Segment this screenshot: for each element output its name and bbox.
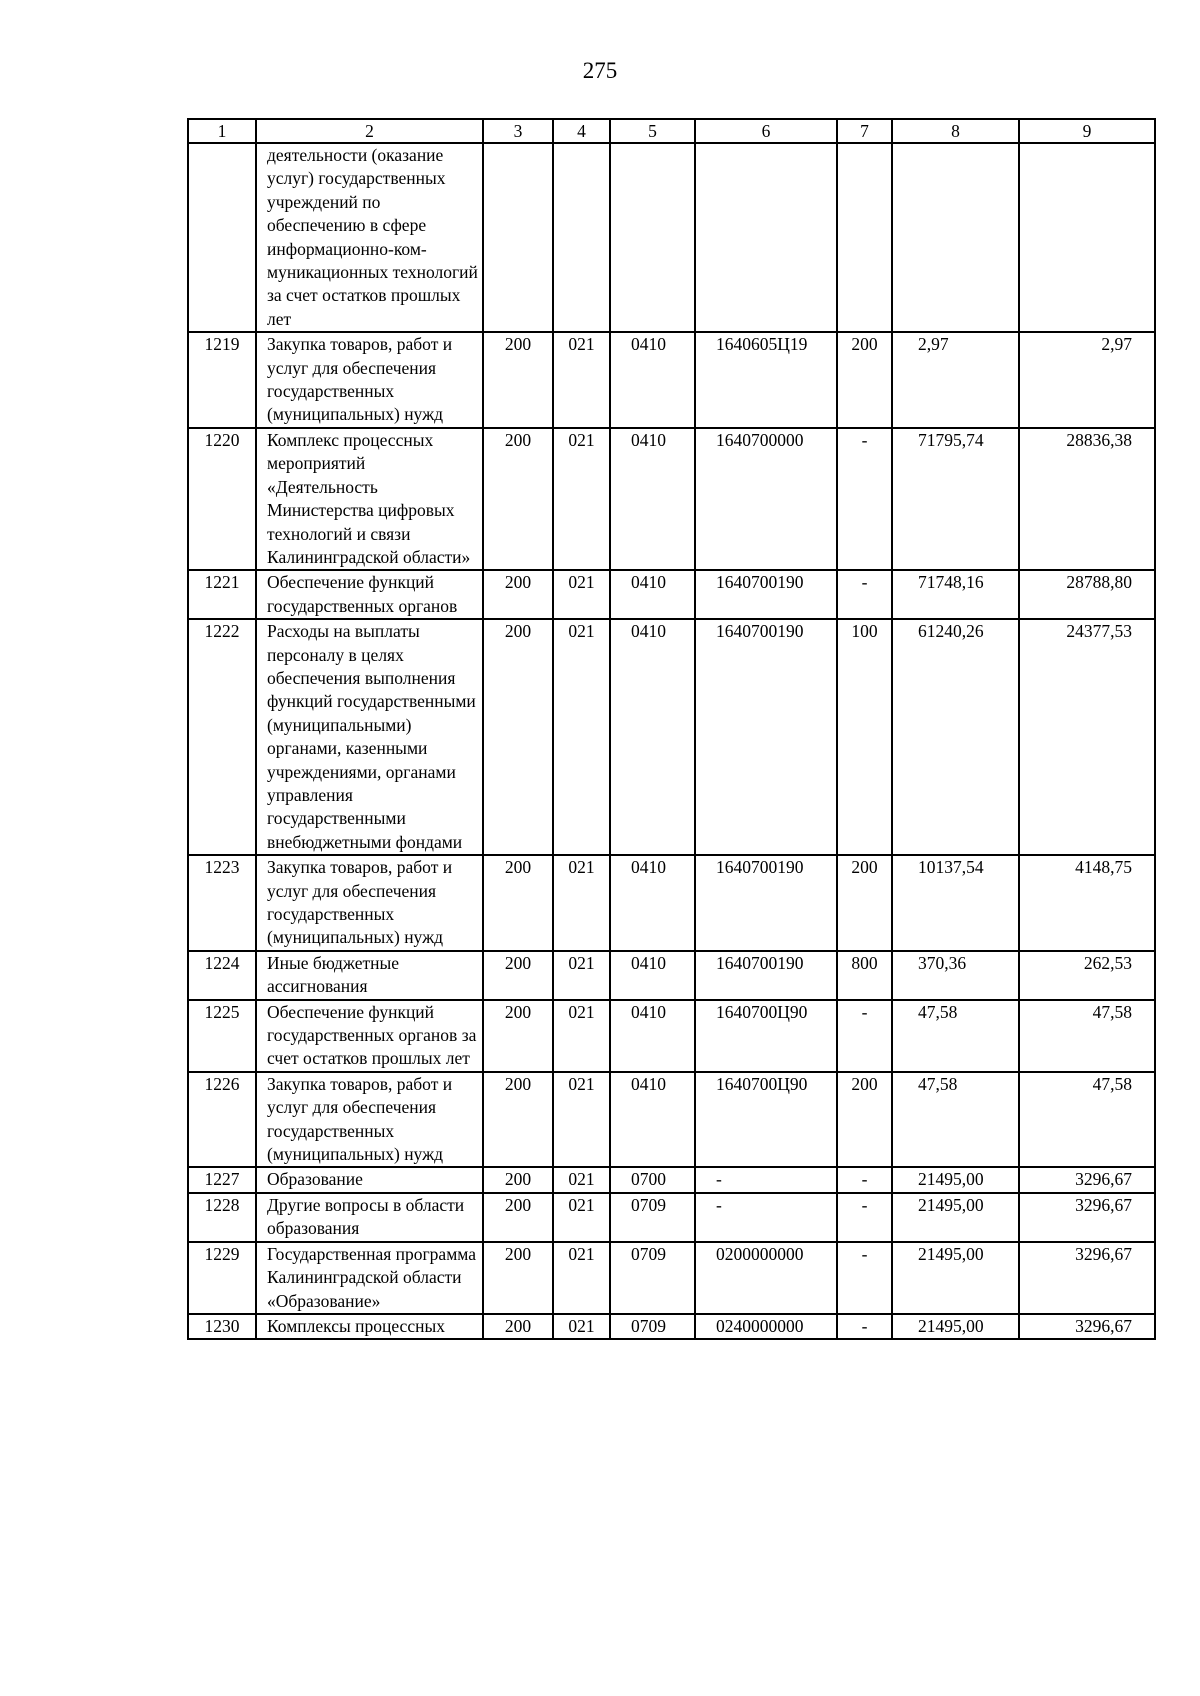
item-name-cell: Государственная программа Калининградской области «Образование» [256, 1242, 483, 1314]
admin-code-cell: 200 [483, 1193, 553, 1242]
ministry-code-cell: 021 [553, 570, 610, 619]
item-name-cell: Закупка товаров, работ и услуг для обеспечения государственных (муниципальных) нужд [256, 1072, 483, 1168]
amount-actual-cell: 4148,75 [1019, 855, 1155, 951]
item-name-cell: Комплекс процессных мероприятий «Деятельность Министерства цифровых технологий и связи Калининградской области» [256, 428, 483, 570]
row-number-cell: 1219 [188, 332, 256, 428]
amount-actual-cell: 3296,67 [1019, 1242, 1155, 1314]
section-code-cell: 0410 [610, 855, 695, 951]
target-article-cell: 0240000000 [695, 1314, 837, 1339]
ministry-code-cell: 021 [553, 855, 610, 951]
ministry-code-cell: 021 [553, 619, 610, 855]
ministry-code-cell: 021 [553, 1193, 610, 1242]
item-name-cell: Образование [256, 1167, 483, 1192]
table-row [188, 1242, 1155, 1314]
column-header: 8 [892, 119, 1019, 143]
column-header: 7 [837, 119, 892, 143]
page-number: 275 [582, 58, 618, 83]
section-code-cell: 0700 [610, 1167, 695, 1192]
ministry-code-cell: 021 [553, 1167, 610, 1192]
amount-plan-cell: 71795,74 [892, 428, 1019, 570]
table-row [188, 1314, 1155, 1339]
section-code-cell: 0410 [610, 428, 695, 570]
table-row [188, 855, 1155, 951]
expense-type-cell [837, 143, 892, 332]
row-number-cell: 1230 [188, 1314, 256, 1339]
table-row [188, 1167, 1155, 1192]
ministry-code-cell: 021 [553, 1314, 610, 1339]
expense-type-cell: - [837, 428, 892, 570]
item-name-cell: Расходы на выплаты персоналу в целях обеспечения выполнения функций государственными (муниципальными) органами, казенными учреждениями, органами управления государственными внебюджетными фондами [256, 619, 483, 855]
expense-type-cell: - [837, 1193, 892, 1242]
ministry-code-cell: 021 [553, 1000, 610, 1072]
target-article-cell: 1640700000 [695, 428, 837, 570]
item-name-cell: Обеспечение функций государственных органов [256, 570, 483, 619]
amount-plan-cell: 61240,26 [892, 619, 1019, 855]
ministry-code-cell: 021 [553, 332, 610, 428]
item-name-cell: Обеспечение функций государственных органов за счет остатков прошлых лет [256, 1000, 483, 1072]
row-number-cell: 1221 [188, 570, 256, 619]
amount-actual-cell: 3296,67 [1019, 1193, 1155, 1242]
amount-actual-cell: 3296,67 [1019, 1167, 1155, 1192]
admin-code-cell [483, 143, 553, 332]
admin-code-cell: 200 [483, 428, 553, 570]
column-header: 1 [188, 119, 256, 143]
expense-type-cell: 200 [837, 1072, 892, 1168]
amount-actual-cell: 28788,80 [1019, 570, 1155, 619]
amount-actual-cell: 2,97 [1019, 332, 1155, 428]
item-name-cell: деятельности (оказание услуг) государственных учреждений по обеспечению в сфере информационно-ком-муникационных технологий за счет остатков прошлых лет [256, 143, 483, 332]
expense-type-cell: 100 [837, 619, 892, 855]
expense-type-cell: - [837, 570, 892, 619]
amount-actual-cell: 262,53 [1019, 951, 1155, 1000]
ministry-code-cell: 021 [553, 951, 610, 1000]
amount-plan-cell: 21495,00 [892, 1193, 1019, 1242]
target-article-cell: - [695, 1167, 837, 1192]
item-name-cell: Другие вопросы в области образования [256, 1193, 483, 1242]
target-article-cell: 1640700190 [695, 855, 837, 951]
expense-type-cell: 800 [837, 951, 892, 1000]
target-article-cell: 1640605Ц19 [695, 332, 837, 428]
section-code-cell [610, 143, 695, 332]
admin-code-cell: 200 [483, 332, 553, 428]
section-code-cell: 0410 [610, 951, 695, 1000]
item-name-cell: Закупка товаров, работ и услуг для обеспечения государственных (муниципальных) нужд [256, 332, 483, 428]
target-article-cell: 1640700Ц90 [695, 1000, 837, 1072]
expense-type-cell: - [837, 1000, 892, 1072]
column-header: 6 [695, 119, 837, 143]
amount-plan-cell [892, 143, 1019, 332]
expense-type-cell: - [837, 1314, 892, 1339]
amount-plan-cell: 21495,00 [892, 1242, 1019, 1314]
row-number-cell: 1222 [188, 619, 256, 855]
row-number-cell [188, 143, 256, 332]
admin-code-cell: 200 [483, 951, 553, 1000]
section-code-cell: 0410 [610, 1072, 695, 1168]
row-number-cell: 1229 [188, 1242, 256, 1314]
row-number-cell: 1220 [188, 428, 256, 570]
amount-plan-cell: 370,36 [892, 951, 1019, 1000]
target-article-cell: 1640700190 [695, 570, 837, 619]
target-article-cell: - [695, 1193, 837, 1242]
section-code-cell: 0410 [610, 332, 695, 428]
admin-code-cell: 200 [483, 619, 553, 855]
ministry-code-cell: 021 [553, 1072, 610, 1168]
column-header: 3 [483, 119, 553, 143]
section-code-cell: 0410 [610, 1000, 695, 1072]
table-row [188, 332, 1155, 428]
amount-actual-cell: 47,58 [1019, 1000, 1155, 1072]
table-row [188, 1193, 1155, 1242]
section-code-cell: 0709 [610, 1193, 695, 1242]
target-article-cell: 0200000000 [695, 1242, 837, 1314]
table-row [188, 951, 1155, 1000]
ministry-code-cell [553, 143, 610, 332]
admin-code-cell: 200 [483, 855, 553, 951]
target-article-cell [695, 143, 837, 332]
admin-code-cell: 200 [483, 1072, 553, 1168]
table-row [188, 1000, 1155, 1072]
target-article-cell: 1640700190 [695, 951, 837, 1000]
table-row [188, 143, 1155, 332]
expense-type-cell: 200 [837, 332, 892, 428]
section-code-cell: 0410 [610, 570, 695, 619]
admin-code-cell: 200 [483, 1000, 553, 1072]
table-row [188, 619, 1155, 855]
section-code-cell: 0709 [610, 1314, 695, 1339]
row-number-cell: 1227 [188, 1167, 256, 1192]
table-row [188, 1072, 1155, 1168]
header-row [188, 119, 1155, 143]
item-name-cell: Закупка товаров, работ и услуг для обеспечения государственных (муниципальных) нужд [256, 855, 483, 951]
target-article-cell: 1640700190 [695, 619, 837, 855]
column-header: 5 [610, 119, 695, 143]
ministry-code-cell: 021 [553, 1242, 610, 1314]
expense-type-cell: 200 [837, 855, 892, 951]
row-number-cell: 1223 [188, 855, 256, 951]
admin-code-cell: 200 [483, 1242, 553, 1314]
admin-code-cell: 200 [483, 570, 553, 619]
table-row [188, 428, 1155, 570]
admin-code-cell: 200 [483, 1167, 553, 1192]
section-code-cell: 0410 [610, 619, 695, 855]
amount-actual-cell: 24377,53 [1019, 619, 1155, 855]
row-number-cell: 1224 [188, 951, 256, 1000]
table-body [188, 143, 1155, 1339]
amount-actual-cell [1019, 143, 1155, 332]
section-code-cell: 0709 [610, 1242, 695, 1314]
amount-plan-cell: 21495,00 [892, 1314, 1019, 1339]
budget-table [187, 118, 1156, 1340]
column-header: 4 [553, 119, 610, 143]
amount-plan-cell: 47,58 [892, 1072, 1019, 1168]
ministry-code-cell: 021 [553, 428, 610, 570]
column-header: 2 [256, 119, 483, 143]
amount-plan-cell: 10137,54 [892, 855, 1019, 951]
target-article-cell: 1640700Ц90 [695, 1072, 837, 1168]
item-name-cell: Комплексы процессных [256, 1314, 483, 1339]
table-row [188, 570, 1155, 619]
amount-plan-cell: 2,97 [892, 332, 1019, 428]
row-number-cell: 1226 [188, 1072, 256, 1168]
amount-plan-cell: 47,58 [892, 1000, 1019, 1072]
expense-type-cell: - [837, 1167, 892, 1192]
item-name-cell: Иные бюджетные ассигнования [256, 951, 483, 1000]
amount-plan-cell: 21495,00 [892, 1167, 1019, 1192]
amount-actual-cell: 3296,67 [1019, 1314, 1155, 1339]
admin-code-cell: 200 [483, 1314, 553, 1339]
amount-plan-cell: 71748,16 [892, 570, 1019, 619]
row-number-cell: 1228 [188, 1193, 256, 1242]
column-header: 9 [1019, 119, 1155, 143]
row-number-cell: 1225 [188, 1000, 256, 1072]
amount-actual-cell: 47,58 [1019, 1072, 1155, 1168]
expense-type-cell: - [837, 1242, 892, 1314]
amount-actual-cell: 28836,38 [1019, 428, 1155, 570]
